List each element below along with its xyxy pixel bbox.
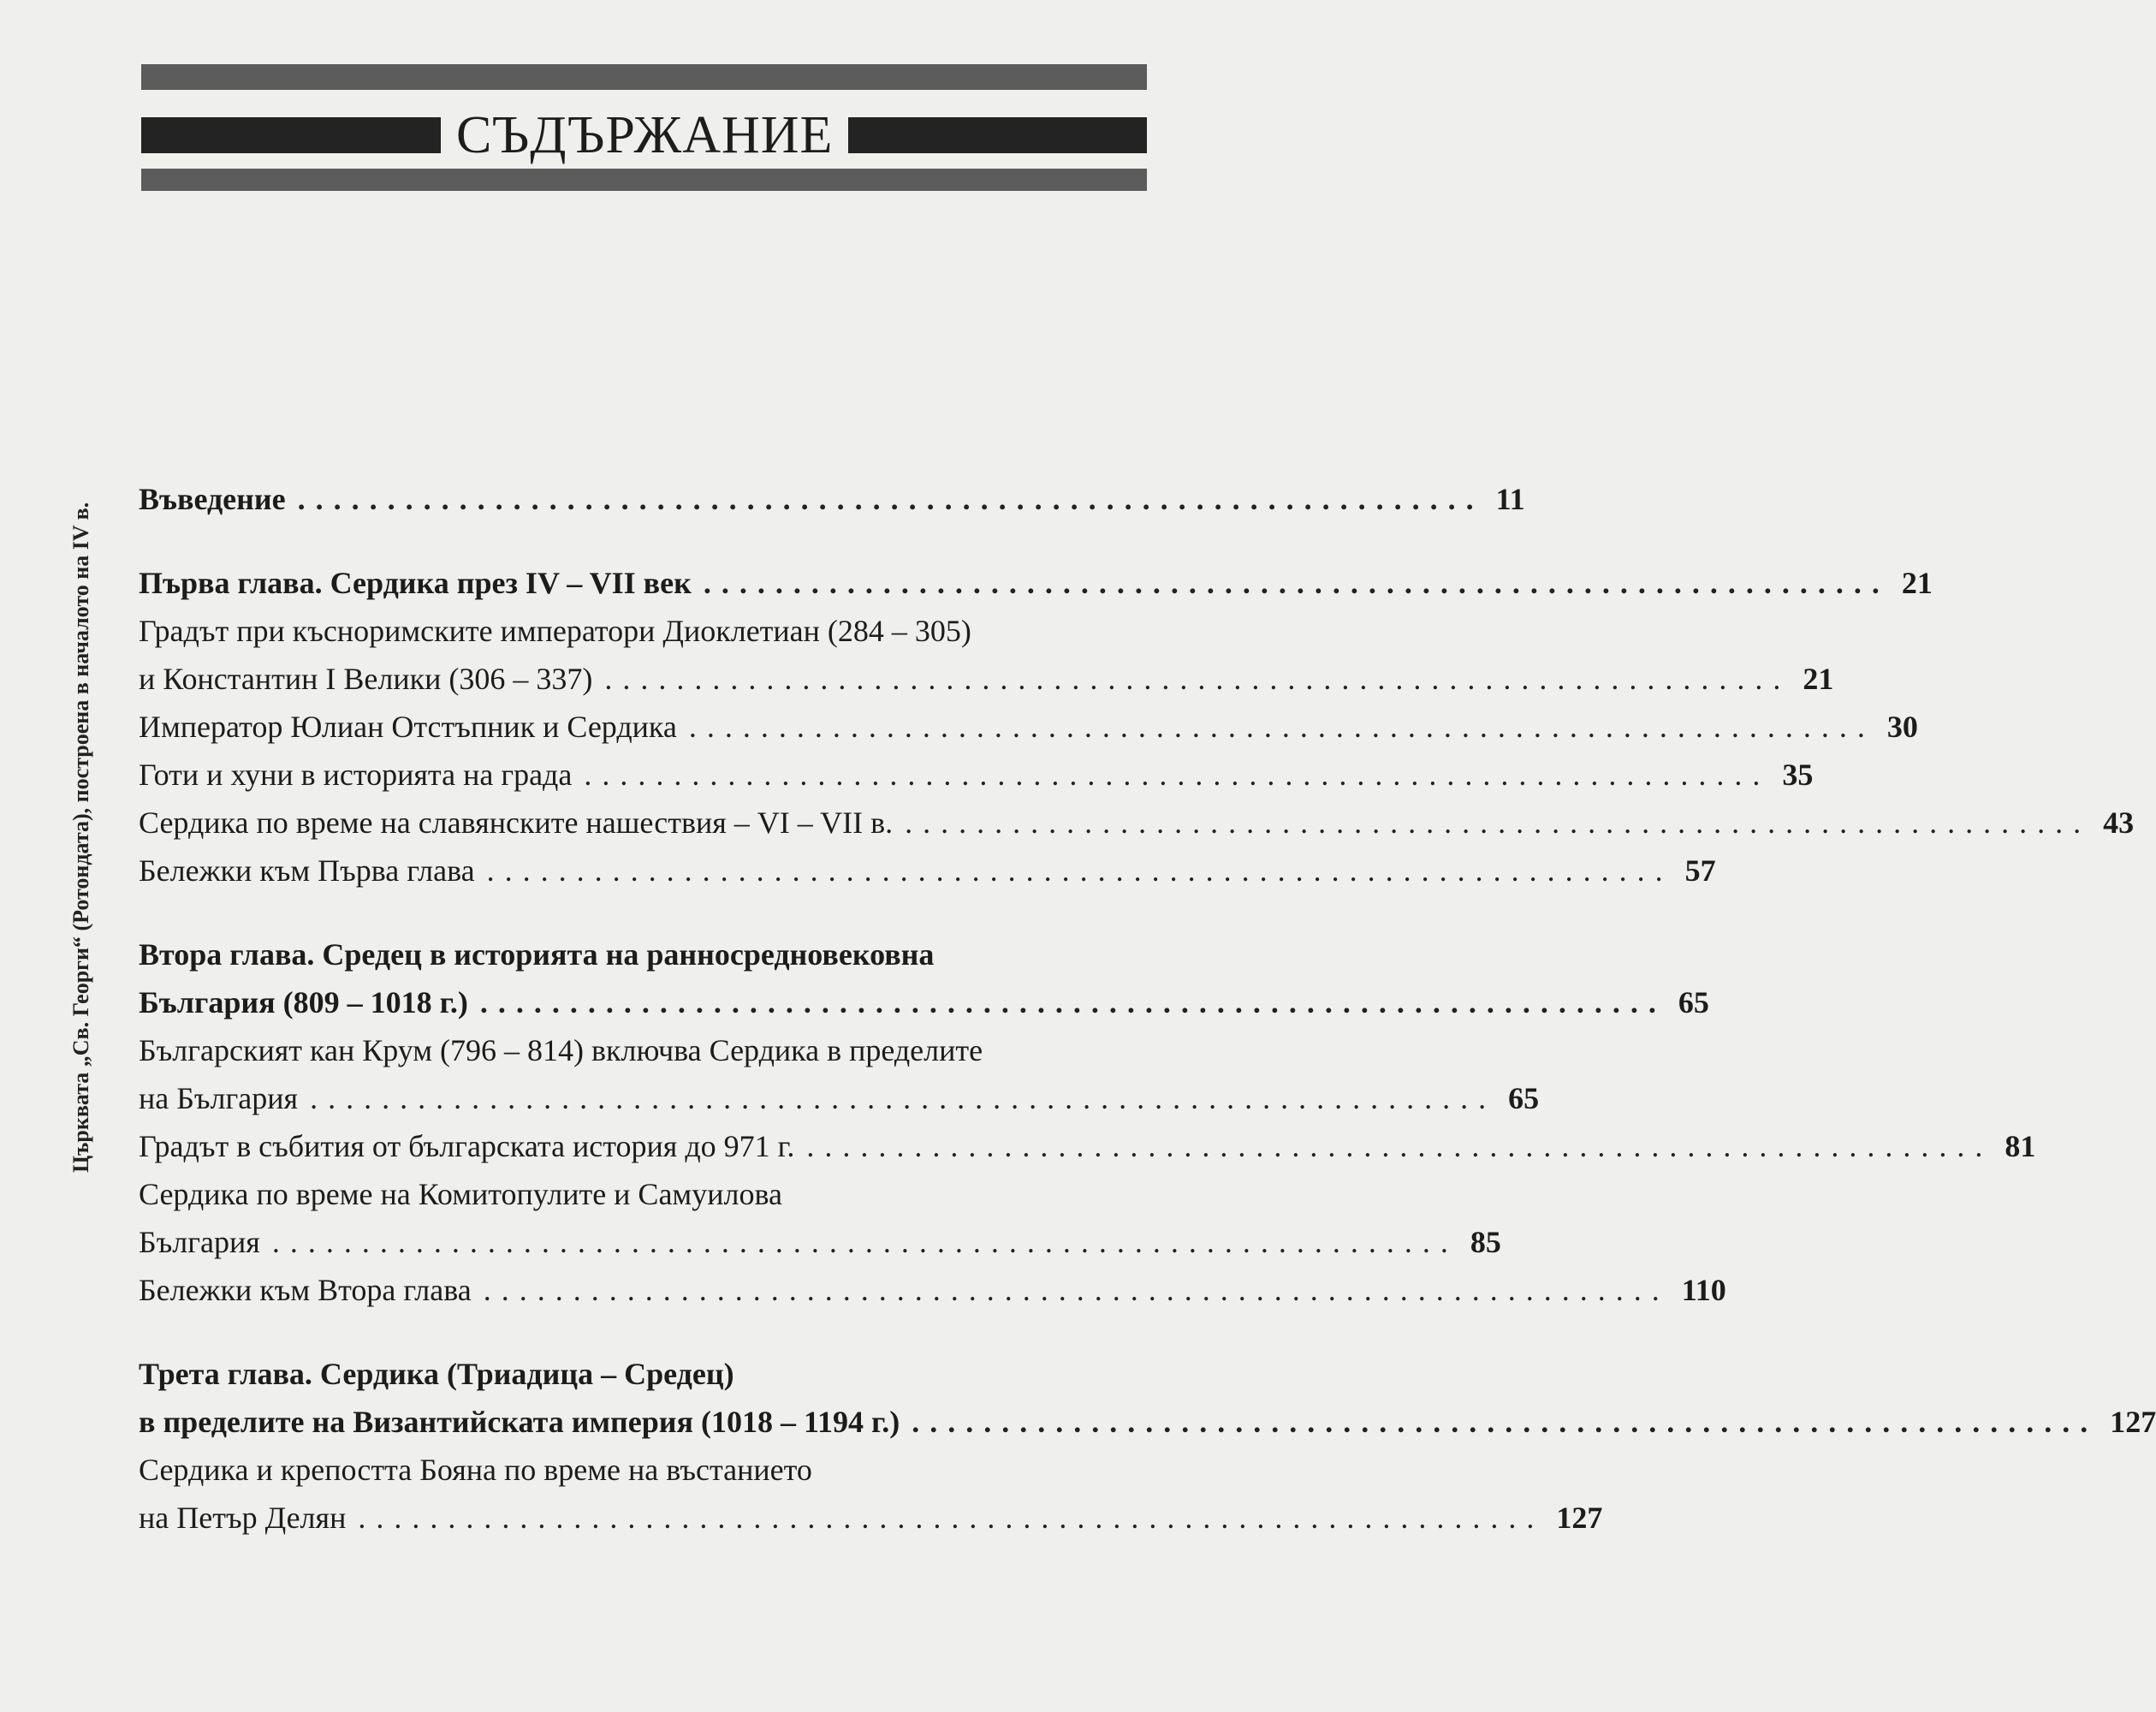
toc-line[interactable]: Българският кан Крум (796 – 814) включва Сердика в пределите	[139, 1033, 983, 1067]
toc-page: 127	[2110, 1405, 2156, 1439]
toc-line[interactable]: Трета глава. Сердика (Триадица – Средец)	[139, 1357, 734, 1391]
toc-label: Сердика по време на славянските нашествия – VI – VII в.	[139, 805, 894, 840]
toc-entry-ch2-s4[interactable]	[139, 1266, 1726, 1314]
table-of-contents	[139, 475, 2156, 1542]
dot-leader: ..................................................................	[479, 985, 1666, 1019]
dot-leader: ..................................................................	[486, 853, 1673, 888]
toc-entry-ch2-s3[interactable]	[139, 1218, 1501, 1266]
toc-label: Бележки към Втора глава	[139, 1273, 472, 1307]
toc-line[interactable]: Сердика и крепостта Бояна по време на въстанието	[139, 1453, 812, 1487]
toc-chapter-1[interactable]	[139, 559, 1933, 607]
toc-line[interactable]: Сердика по време на Комитопулите и Самуилова	[139, 1177, 782, 1211]
spine-caption: Църквата „Св. Георги“ (Ротондата), построена в началото на IV в.	[68, 502, 93, 1173]
toc-entry-ch1-s2[interactable]	[139, 703, 1918, 751]
dot-leader: ..................................................................	[905, 805, 2092, 840]
dot-leader: ..................................................................	[688, 710, 1875, 744]
toc-page: 110	[1681, 1273, 1726, 1307]
header-band-bottom	[141, 169, 1147, 191]
toc-page: 127	[1556, 1501, 1603, 1535]
toc-page: 21	[1901, 566, 1933, 600]
toc-label: Първа глава. Сердика през IV – VII век	[139, 566, 692, 600]
header-band-top	[141, 64, 1147, 90]
dot-leader: ..................................................................	[358, 1501, 1545, 1535]
toc-page: 30	[1886, 710, 1918, 744]
toc-page: 81	[2005, 1129, 2036, 1163]
toc-label: България (809 – 1018 г.)	[139, 985, 468, 1019]
toc-entry-ch3-s1[interactable]	[139, 1494, 1603, 1542]
toc-label: Градът в събития от българската история до 971 г.	[139, 1129, 795, 1163]
toc-entry-ch1-s1[interactable]	[139, 655, 1834, 703]
toc-label: Готи и хуни в историята на града	[139, 758, 573, 792]
toc-line[interactable]: Втора глава. Средец в историята на ранносредновековна	[139, 937, 935, 972]
dot-leader: ..................................................................	[584, 758, 1771, 792]
toc-page: 57	[1684, 853, 1716, 888]
toc-page: 35	[1782, 758, 1814, 792]
toc-page: 43	[2103, 805, 2135, 840]
toc-line[interactable]: Градът при късноримските императори Диоклетиан (284 – 305)	[139, 614, 971, 648]
toc-page: 11	[1495, 482, 1525, 516]
title-bar-left	[141, 117, 441, 153]
page-title: СЪДЪРЖАНИЕ	[456, 106, 834, 164]
toc-entry-ch1-s5[interactable]	[139, 847, 1716, 895]
toc-entry-intro[interactable]	[139, 475, 1525, 523]
toc-label: и Константин I Велики (306 – 337)	[139, 662, 593, 696]
dot-leader: ..................................................................	[703, 566, 1890, 600]
title-bar-right	[848, 117, 1147, 153]
toc-entry-ch1-s4[interactable]	[139, 799, 2135, 847]
toc-chapter-2[interactable]	[139, 978, 1709, 1026]
toc-page: 65	[1508, 1081, 1540, 1115]
toc-page: 21	[1803, 662, 1834, 696]
dot-leader: ..................................................................	[271, 1225, 1458, 1259]
toc-label: на България	[139, 1081, 299, 1115]
dot-leader: ..................................................................	[912, 1405, 2099, 1439]
toc-label: на Петър Делян	[139, 1501, 347, 1535]
toc-label: в пределите на Византийската империя (1018 – 1194 г.)	[139, 1405, 900, 1439]
header-title-row	[141, 106, 1147, 164]
toc-label: Бележки към Първа глава	[139, 853, 475, 888]
toc-page: 85	[1470, 1225, 1501, 1259]
dot-leader: ..................................................................	[310, 1081, 1497, 1115]
toc-entry-ch1-s3[interactable]	[139, 751, 1814, 799]
dot-leader: ..................................................................	[806, 1129, 1993, 1163]
dot-leader: ..................................................................	[604, 662, 1791, 696]
dot-leader: ..................................................................	[297, 482, 1484, 516]
toc-chapter-3[interactable]	[139, 1398, 2156, 1446]
toc-label: Император Юлиан Отстъпник и Сердика	[139, 710, 677, 744]
toc-page: 65	[1678, 985, 1709, 1019]
toc-label: Въведение	[139, 482, 286, 516]
toc-label: България	[139, 1225, 260, 1259]
toc-entry-ch2-s1[interactable]	[139, 1074, 1540, 1122]
toc-entry-ch2-s2[interactable]	[139, 1122, 2036, 1170]
dot-leader: ..................................................................	[483, 1273, 1670, 1307]
